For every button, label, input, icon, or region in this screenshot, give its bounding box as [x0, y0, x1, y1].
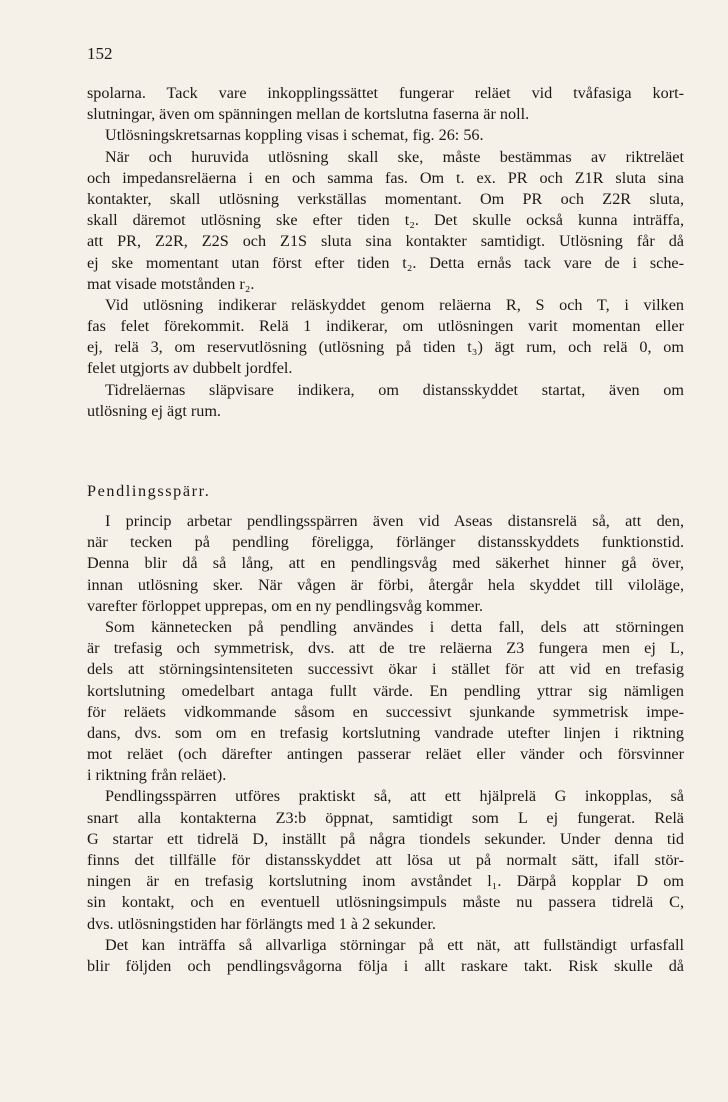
text-line: G startar ett tidrelä D, inställt på några tiondels sekunder. Under denna tid: [87, 829, 684, 848]
text-line: ej ske momentant utan först efter tiden t₂. Detta ernås tack vare de i sche-: [87, 253, 684, 272]
text-line: fas felet förekommit. Relä 1 indikerar, om utlösningen varit momentan eller: [87, 317, 684, 336]
text-line: i riktning från reläet).: [87, 766, 227, 785]
text-line: Denna blir då så lång, att en pendlingsvåg med säkerhet hinner gå över,: [87, 554, 684, 573]
text-line: utlösning ej ägt rum.: [87, 401, 221, 420]
text-line: och impedansreläerna i en och samma fas. Om t. ex. PR och Z1R sluta sina: [87, 168, 684, 187]
text-line: varefter förloppet upprepas, om en ny pendlingsvåg kommer.: [87, 596, 484, 615]
page-number: 152: [87, 44, 113, 63]
paragraph-block-pendulum-lock: [87, 511, 684, 977]
text-line: är trefasig och symmetrisk, dvs. att de tre reläerna Z3 fungera men ej L,: [87, 639, 684, 658]
text-line: ningen är en trefasig kortslutning inom avståndet l₁. Därpå kopplar D om: [87, 872, 684, 891]
paragraph-block-relay-tripping: [87, 83, 684, 422]
text-line: mot reläet (och därefter antingen passerar reläet eller vänder och försvinner: [87, 745, 684, 764]
text-line: kortslutning omedelbart antaga fullt värde. En pendling yttrar sig nämligen: [87, 681, 684, 700]
text-line: slutningar, även om spänningen mellan de kortslutna faserna är noll.: [87, 105, 530, 124]
text-line: dvs. utlösningstiden har förlängts med 1 à 2 sekunder.: [87, 914, 436, 933]
text-line: skall däremot utlösning ske efter tiden t₂. Det skulle också kunna inträffa,: [87, 211, 684, 230]
text-line: mat visade motstånden r₂.: [87, 274, 255, 293]
text-line: Utlösningskretsarnas koppling visas i schemat, fig. 26: 56.: [105, 126, 484, 145]
text-line: Som kännetecken på pendling användes i detta fall, dels att störningen: [105, 617, 684, 636]
text-line: snart alla kontakterna Z3:b öppnat, samtidigt som L ej fungerat. Relä: [87, 808, 684, 827]
text-line: sin kontakt, och en eventuell utlösningsimpuls måste nu passera tidrelä C,: [87, 893, 684, 912]
text-line: kontakter, skall utlösning verkställas momentant. Om PR och Z2R sluta,: [87, 189, 684, 208]
text-line: blir följden och pendlingsvågorna följa i allt raskare takt. Risk skulle då: [87, 956, 684, 975]
text-line: Pendlingsspärren utföres praktiskt så, att ett hjälprelä G inkopplas, så: [105, 787, 684, 806]
text-line: När och huruvida utlösning skall ske, måste bestämmas av riktreläet: [105, 147, 684, 166]
text-line: ej, relä 3, om reservutlösning (utlösning på tiden t₃) ägt rum, och relä 0, om: [87, 338, 684, 357]
section-heading: Pendlingsspärr.: [87, 482, 211, 500]
text-line: dels att störningsintensiteten successivt ökar i stället för att vid en trefasig: [87, 660, 684, 679]
text-line: I princip arbetar pendlingsspärren även vid Aseas distansrelä så, att den,: [105, 512, 684, 530]
text-line: Vid utlösning indikerar reläskyddet genom reläerna R, S och T, i vilken: [105, 295, 684, 314]
text-line: innan utlösning sker. När vågen är förbi, återgår hela skyddet till viloläge,: [87, 575, 684, 594]
text-line: spolarna. Tack vare inkopplingssättet fungerar reläet vid tvåfasiga kort-: [87, 84, 684, 102]
text-line: när tecken på pendling föreligga, förlänger distansskyddets funktionstid.: [87, 533, 684, 552]
text-line: för reläets vidkommande såsom en successivt sjunkande symmetrisk impe-: [87, 702, 684, 721]
text-line: felet utgjorts av dubbelt jordfel.: [87, 359, 293, 378]
text-line: Det kan inträffa så allvarliga störningar på ett nät, att fullständigt urfasfall: [105, 935, 684, 954]
text-line: Tidreläernas släpvisare indikera, om distansskyddet startat, även om: [105, 380, 684, 399]
text-line: dans, dvs. som om en trefasig kortslutning vandrade utefter linjen i riktning: [87, 723, 684, 742]
text-line: finns det tillfälle för distansskyddet att lösa ut på normalt sätt, ifall stör-: [87, 851, 684, 869]
text-line: att PR, Z2R, Z2S och Z1S sluta sina kontakter samtidigt. Utlösning får då: [87, 232, 684, 251]
